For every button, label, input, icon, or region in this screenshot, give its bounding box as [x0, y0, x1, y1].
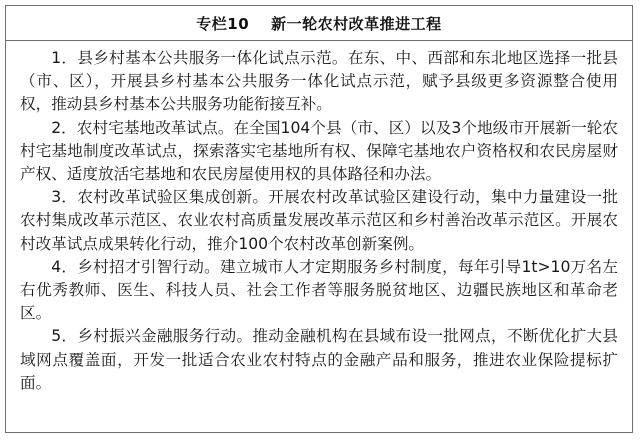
- item-talent-recruitment: 4．乡村招才引智行动。建立城市人才定期服务乡村制度，每年引导1t>10万名左右优秀教师、医生、科技人员、社会工作者等服务脱贫地区、边疆民族地区和革命老区。: [20, 257, 618, 323]
- item-reform-pilot-zones: 3．农村改革试验区集成创新。开展农村改革试验区建设行动，集中力量建设一批农村集成改革示范区、农业农村高质量发展改革示范区和乡村善治改革示范区。开展农村改革试点成果转化行动，推介100个农村改革创新案例。: [20, 188, 618, 253]
- column-content: [6, 41, 632, 395]
- column-title: 新一轮农村改革推进工程: [271, 14, 442, 33]
- item-financial-services: 5．乡村振兴金融服务行动。推动金融机构在县域布设一批网点，不断优化扩大县域网点覆盖面，开发一批适合农业农村特点的金融产品和服务，推进农业保险提标扩面。: [20, 327, 618, 392]
- column-label: 专栏10: [196, 14, 250, 33]
- item-basic-public-services: 1．县乡村基本公共服务一体化试点示范。在东、中、西部和东北地区选择一批县（市、区），开展县乡村基本公共服务一体化试点示范，赋予县级更多资源整合使用权，推动县乡村基本公共服务功能衔接互补。: [20, 49, 618, 114]
- item-homestead-reform: 2．农村宅基地改革试点。在全国104个县（市、区）以及3个地级市开展新一轮农村宅基地制度改革试点，探索落实宅基地所有权、保障宅基地农户资格权和农民房屋财产权、适度放活宅基地和农民房屋使用权的具体路径和办法。: [20, 118, 618, 184]
- column-header: [6, 6, 632, 41]
- column-box: [5, 5, 633, 433]
